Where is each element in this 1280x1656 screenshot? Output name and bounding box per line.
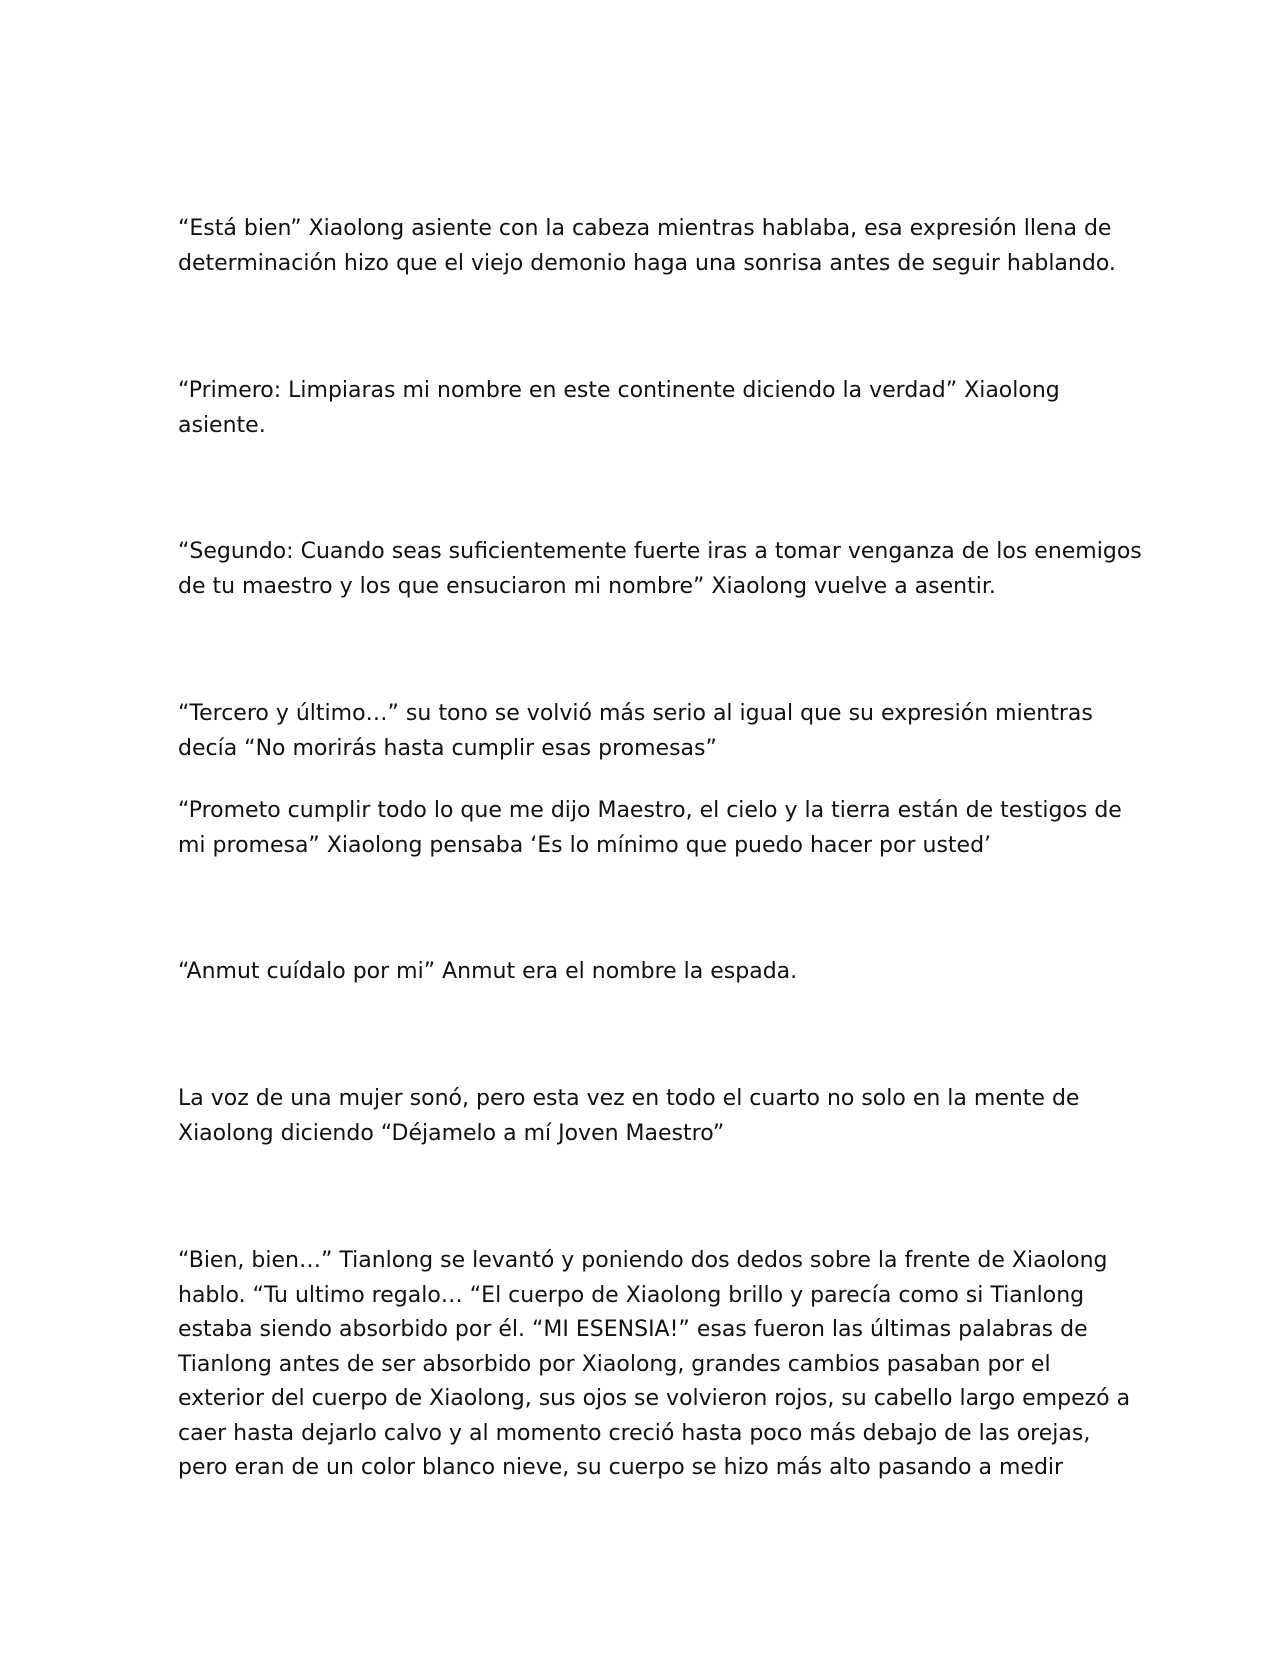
text-line: “Anmut cuídalo por mi” Anmut era el nombre la espada. [178, 959, 798, 984]
text-line: de tu maestro y los que ensuciaron mi nombre” Xiaolong vuelve a asentir. [178, 573, 996, 599]
text-line: Tianlong antes de ser absorbido por Xiaolong, grandes cambios pasaban por el [178, 1351, 1051, 1377]
paragraph-segundo [178, 535, 1142, 604]
paragraph-bien-bien [178, 1244, 1131, 1486]
text-line: “Primero: Limpiaras mi nombre en este continente diciendo la verdad” Xiaolong [178, 378, 1060, 403]
paragraph-anmut [178, 955, 1118, 990]
text-line: “Segundo: Cuando seas suficientemente fuerte iras a tomar venganza de los enemigos [178, 539, 1142, 564]
text-line: estaba siendo absorbido por él. “MI ESENSIA!” esas fueron las últimas palabras de [178, 1317, 1088, 1342]
paragraph-tercero [178, 697, 1118, 766]
text-line: hablo. “Tu ultimo regalo… “El cuerpo de Xiaolong brillo y parecía como si Tianlong [178, 1282, 1085, 1308]
text-line: pero eran de un color blanco nieve, su cuerpo se hizo más alto pasando a medir [178, 1455, 1064, 1480]
text-line: exterior del cuerpo de Xiaolong, sus ojos se volvieron rojos, su cabello largo empezó a [178, 1386, 1131, 1411]
paragraph-primero [178, 374, 1118, 443]
text-line: caer hasta dejarlo calvo y al momento creció hasta poco más debajo de las orejas, [178, 1420, 1091, 1446]
text-line: mi promesa” Xiaolong pensaba ‘Es lo mínimo que puedo hacer por usted’ [178, 832, 992, 858]
text-line: La voz de una mujer sonó, pero esta vez en todo el cuarto no solo en la mente de [178, 1086, 1080, 1111]
text-line: “Prometo cumplir todo lo que me dijo Maestro, el cielo y la tierra están de testigos de [178, 798, 1122, 823]
text-line: decía “No morirás hasta cumplir esas promesas” [178, 735, 717, 761]
text-line: asiente. [178, 412, 266, 438]
text-line: Xiaolong diciendo “Déjamelo a mí Joven Maestro” [178, 1120, 725, 1146]
paragraph-esta-bien [178, 212, 1118, 281]
text-line: “Bien, bien…” Tianlong se levantó y poniendo dos dedos sobre la frente de Xiaolong [178, 1248, 1108, 1273]
text-line: “Está bien” Xiaolong asiente con la cabeza mientras hablaba, esa expresión llena de [178, 216, 1112, 241]
paragraph-prometo [178, 794, 1122, 863]
paragraph-la-voz [178, 1082, 1118, 1151]
text-line: determinación hizo que el viejo demonio haga una sonrisa antes de seguir hablando. [178, 250, 1116, 276]
text-line: “Tercero y último…” su tono se volvió más serio al igual que su expresión mientras [178, 701, 1093, 726]
